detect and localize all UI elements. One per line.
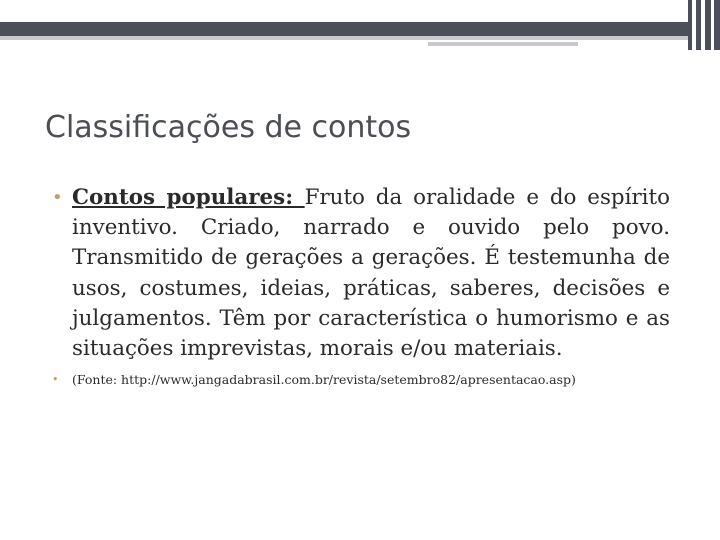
- bullet-contos-populares: [52, 183, 670, 364]
- bullet-lead: Contos populares:: [72, 185, 305, 210]
- corner-stripes: [686, 0, 720, 50]
- slide-title: Classificações de contos: [45, 110, 412, 145]
- header-bar-underline: [0, 36, 690, 40]
- bullet-marker: •: [52, 373, 59, 387]
- source-text: (Fonte: http://www.jangadabrasil.com.br/revista/setembro82/apresentacao.asp): [72, 372, 576, 388]
- header-bar-accent: [428, 42, 578, 46]
- slide-content: [52, 183, 670, 388]
- bullet-marker: •: [52, 187, 63, 208]
- bullet-text: Fruto da oralidade e do espírito inventivo. Criado, narrado e ouvido pelo povo. Transmitido de gerações a gerações. É testemunha de usos, costumes, ideias, práticas, saberes, decisões e julgamentos. Têm por característica o humorismo e as situações imprevistas, morais e/ou materiais.: [72, 185, 670, 362]
- bullet-source: [52, 372, 670, 388]
- header-bar: [0, 22, 690, 36]
